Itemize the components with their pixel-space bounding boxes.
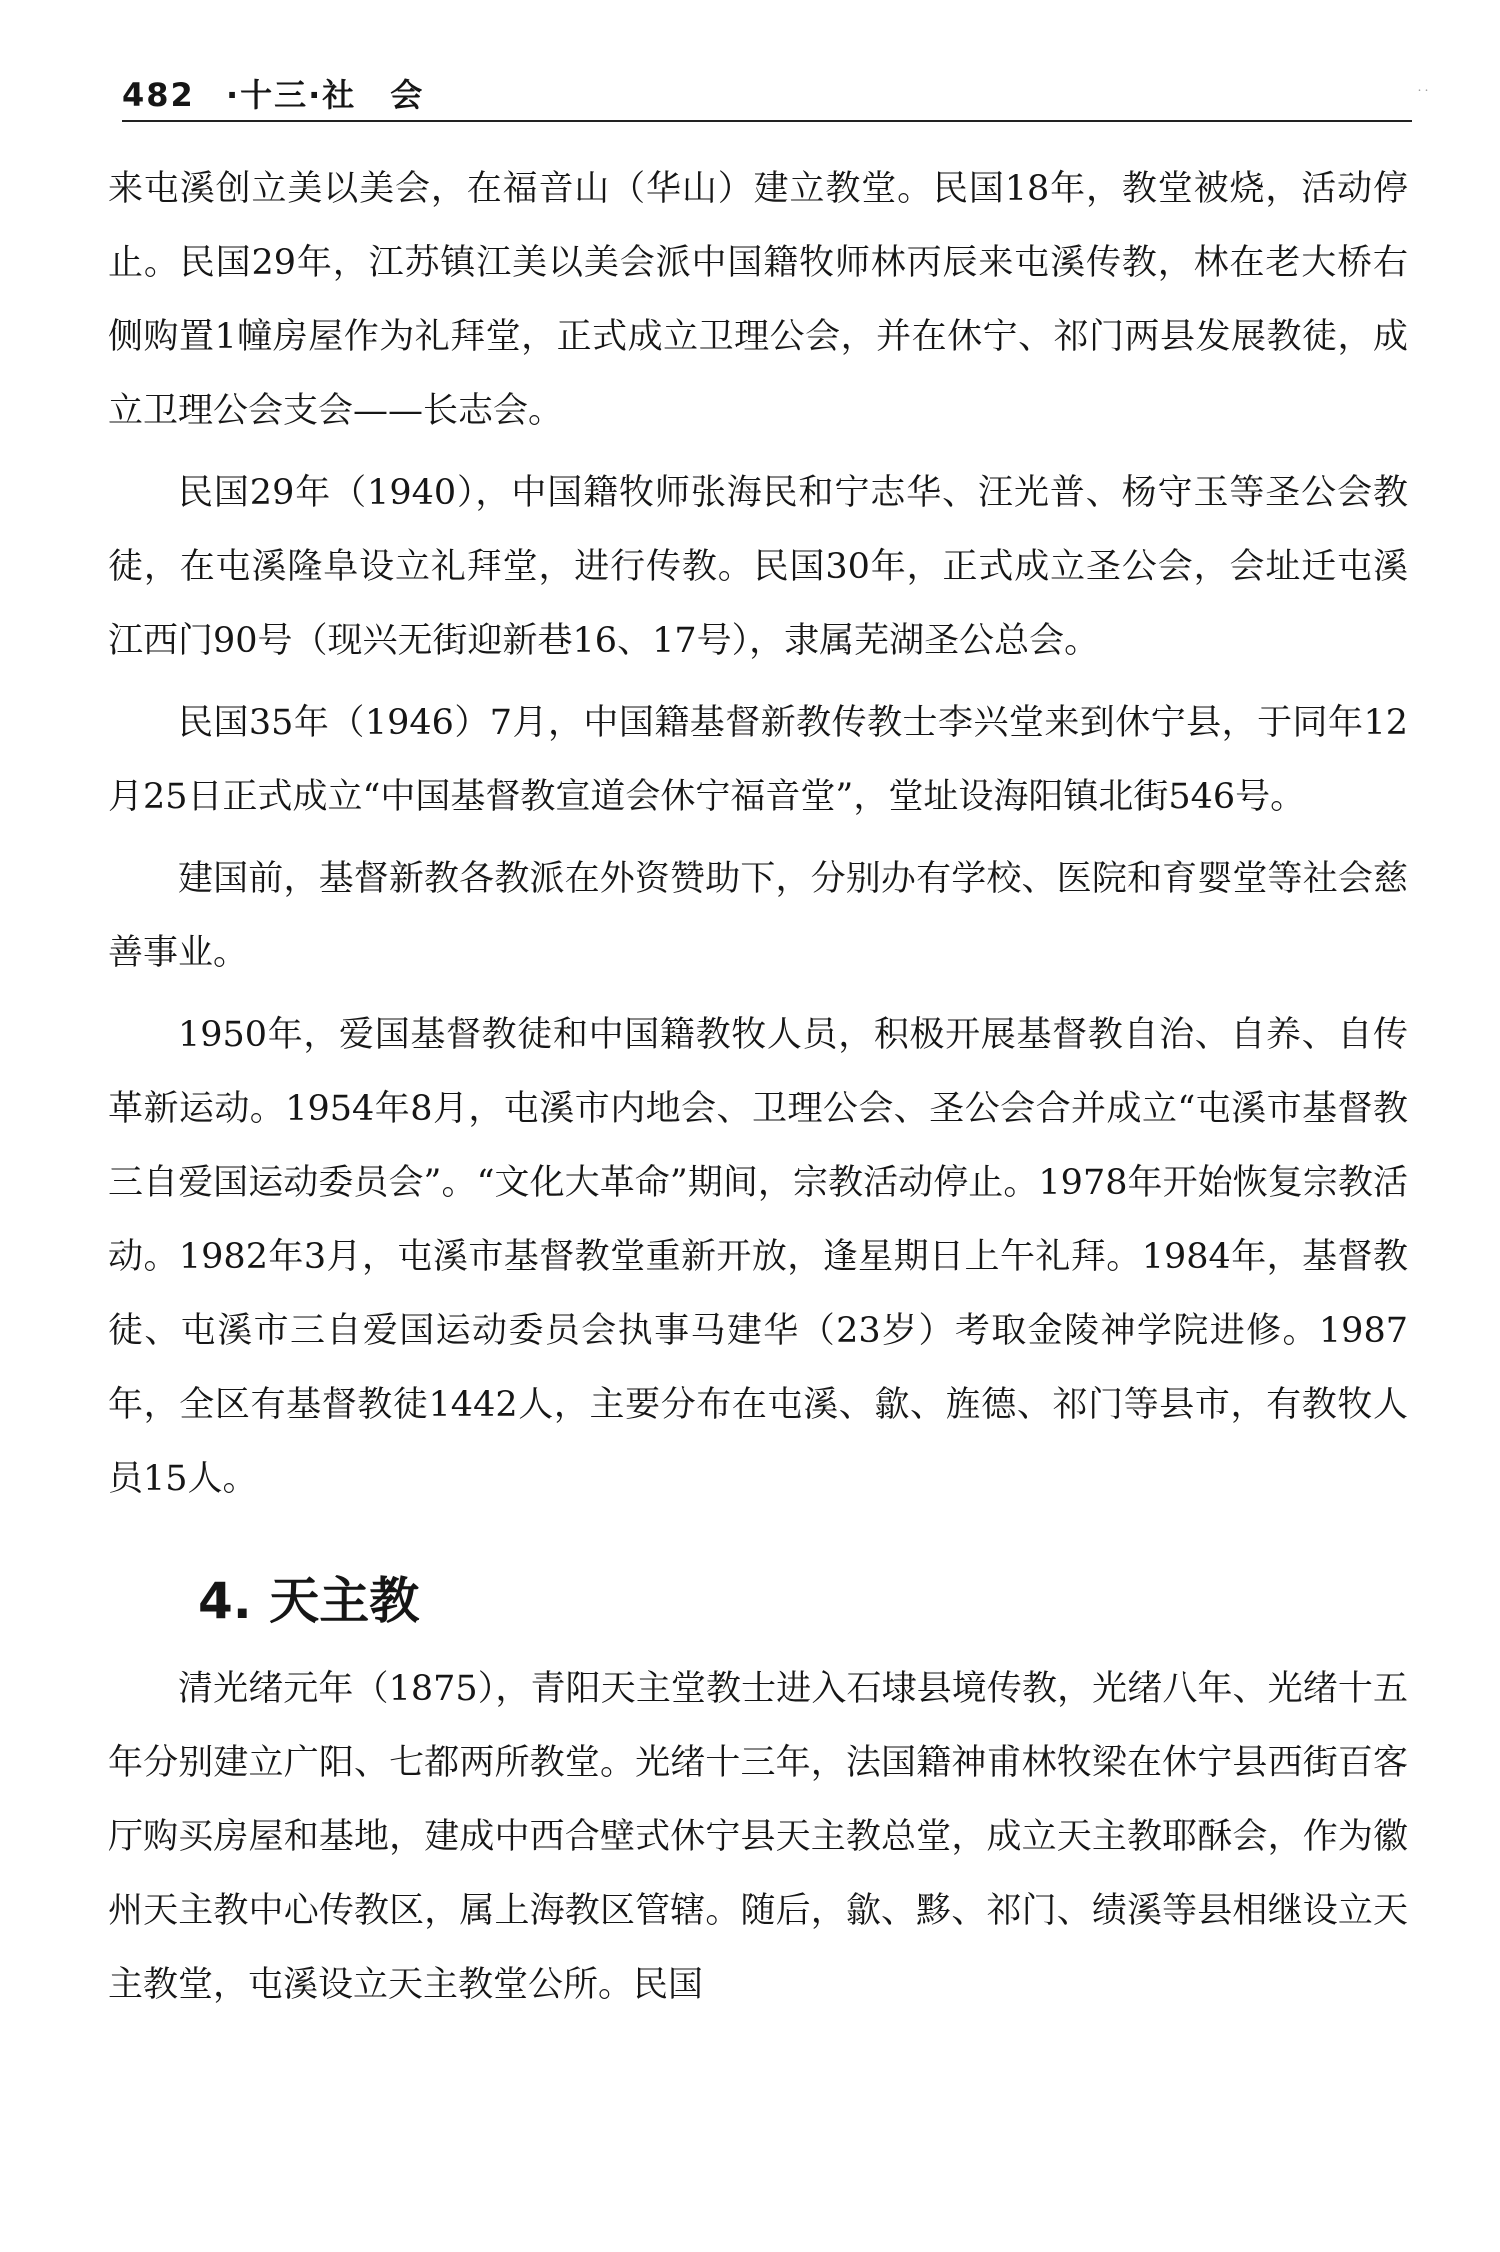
page-number: 482 bbox=[122, 76, 195, 114]
paragraph: 清光绪元年（1875），青阳天主堂教士进入石埭县境传教，光绪八年、光绪十五年分别建立广阳、七都两所教堂。光绪十三年，法国籍神甫林牧梁在休宁县西街百客厅购买房屋和基地，建成中西合壁式休宁县天主教总堂，成立天主教耶酥会，作为徽州天主教中心传教区，属上海教区管辖。随后，歙、黟、祁门、绩溪等县相继设立天主教堂，屯溪设立天主教堂公所。民国 bbox=[108, 1669, 1408, 2005]
header-rule bbox=[122, 120, 1412, 122]
scan-mark: ˙˙ bbox=[1416, 88, 1430, 104]
paragraph: 来屯溪创立美以美会，在福音山（华山）建立教堂。民国18年，教堂被烧，活动停止。民国29年，江苏镇江美以美会派中国籍牧师林丙辰来屯溪传教，林在老大桥右侧购置1幢房屋作为礼拜堂，正式成立卫理公会，并在休宁、祁门两县发展教徒，成立卫理公会支会——长志会。 bbox=[108, 169, 1408, 431]
body-text bbox=[108, 152, 1408, 2022]
running-header bbox=[122, 70, 424, 116]
chapter-title: ·十三·社 会 bbox=[225, 76, 425, 114]
paragraph: 民国29年（1940），中国籍牧师张海民和宁志华、汪光普、杨守玉等圣公会教徒，在屯溪隆阜设立礼拜堂，进行传教。民国30年，正式成立圣公会，会址迁屯溪江西门90号（现兴无街迎新巷16、17号），隶属芜湖圣公总会。 bbox=[108, 473, 1408, 661]
paragraph: 民国35年（1946）7月，中国籍基督新教传教士李兴堂来到休宁县，于同年12月25日正式成立“中国基督教宣道会休宁福音堂”，堂址设海阳镇北街546号。 bbox=[108, 703, 1408, 817]
paragraph: 1950年，爱国基督教徒和中国籍教牧人员，积极开展基督教自治、自养、自传革新运动。1954年8月，屯溪市内地会、卫理公会、圣公会合并成立“屯溪市基督教三自爱国运动委员会”。“文化大革命”期间，宗教活动停止。1978年开始恢复宗教活动。1982年3月，屯溪市基督教堂重新开放，逢星期日上午礼拜。1984年，基督教徒、屯溪市三自爱国运动委员会执事马建华（23岁）考取金陵神学院进修。1987年，全区有基督教徒1442人，主要分布在屯溪、歙、旌德、祁门等县市，有教牧人员15人。 bbox=[108, 1015, 1408, 1499]
section-heading: 4. 天主教 bbox=[198, 1572, 420, 1630]
paragraph: 建国前，基督新教各教派在外资赞助下，分别办有学校、医院和育婴堂等社会慈善事业。 bbox=[108, 859, 1408, 973]
